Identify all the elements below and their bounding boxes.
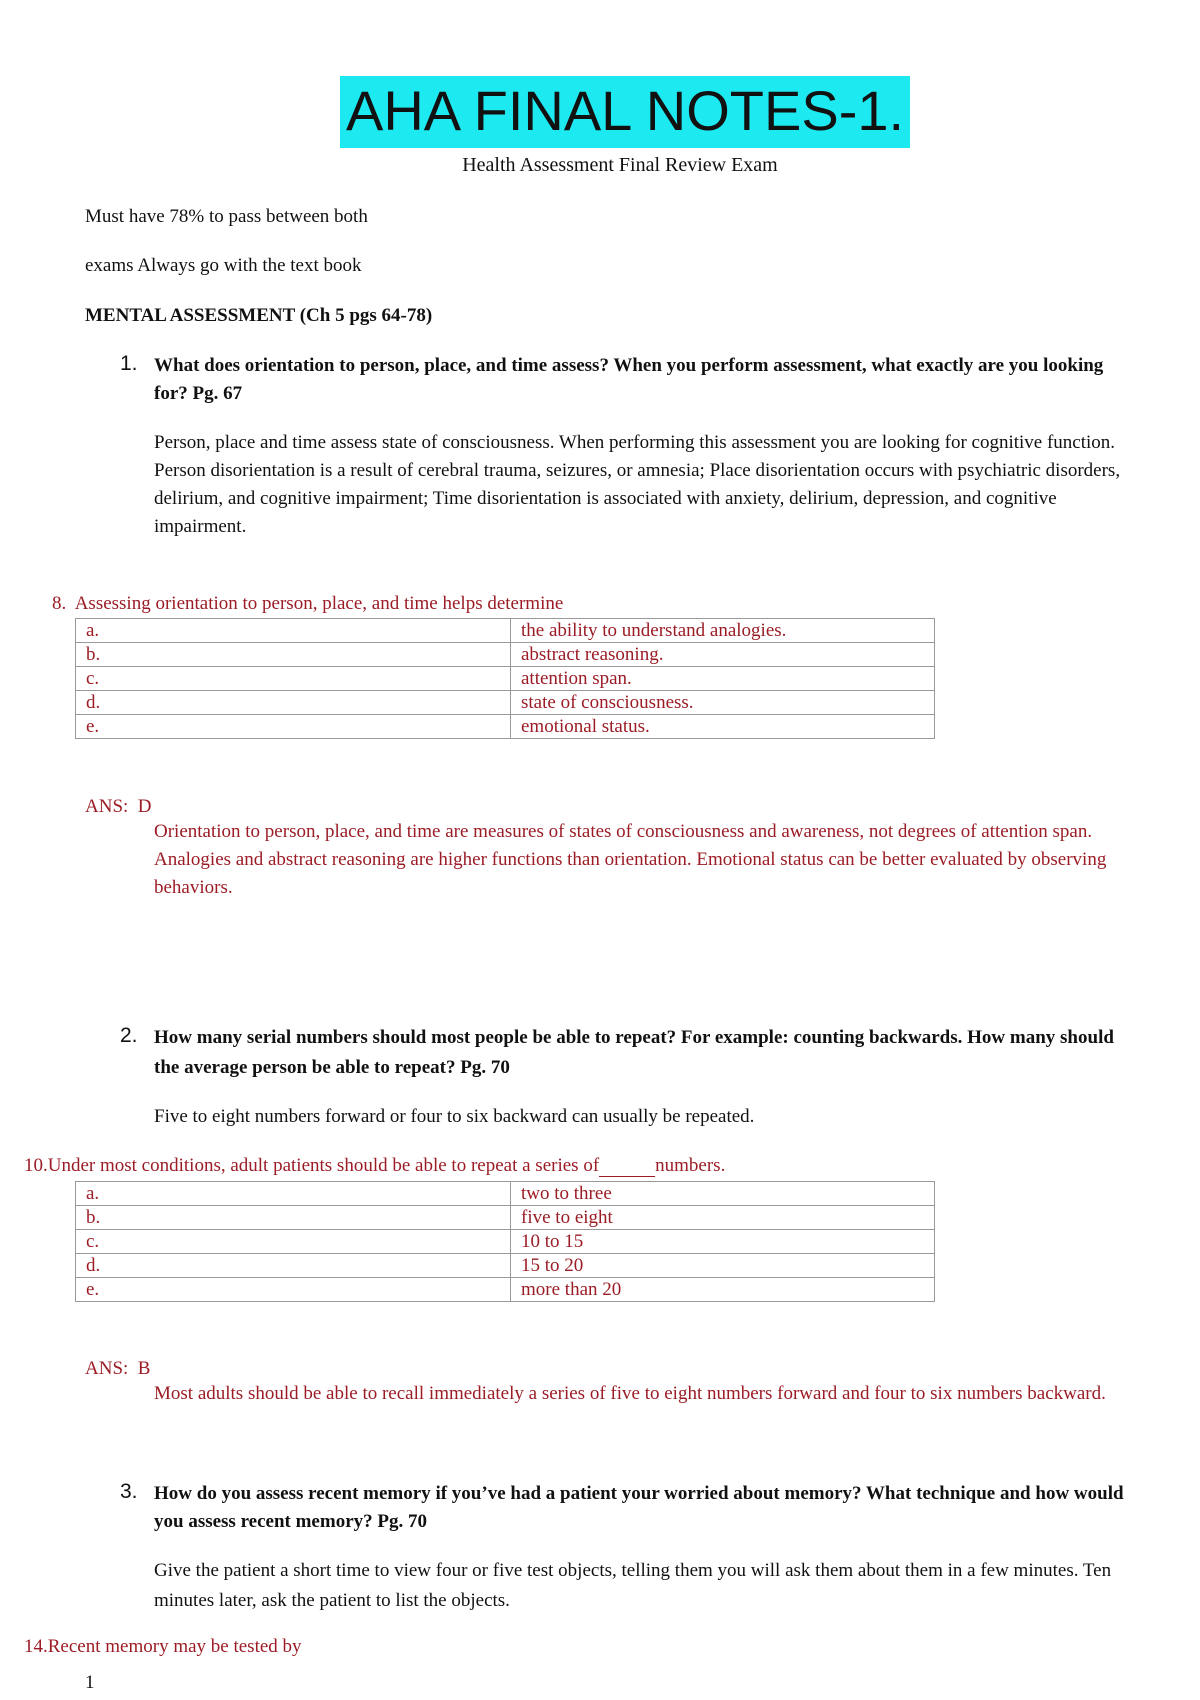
option-letter: a. <box>76 619 511 643</box>
table-row <box>76 1206 935 1230</box>
table-row <box>76 1254 935 1278</box>
q2-number: 2. <box>120 1024 138 1047</box>
q2-answer: Five to eight numbers forward or four to six backward can usually be repeated. <box>154 1106 755 1127</box>
mc10-options-table <box>75 1181 935 1302</box>
option-text: 10 to 15 <box>511 1230 935 1254</box>
q3-number: 3. <box>120 1480 138 1503</box>
q2-text-line-2: the average person be able to repeat? Pg. 70 <box>154 1057 510 1078</box>
table-row <box>76 715 935 739</box>
q1-answer-line-3: delirium, and cognitive impairment; Time disorientation is associated with anxiety, delirium, depression, and cognitive <box>154 488 1057 509</box>
mc8-rationale-line-2: Analogies and abstract reasoning are higher functions than orientation. Emotional status can be better evaluated by observing <box>154 849 1107 870</box>
table-row <box>76 643 935 667</box>
q1-number: 1. <box>120 352 138 375</box>
option-letter: c. <box>76 1230 511 1254</box>
option-letter: b. <box>76 643 511 667</box>
option-text: five to eight <box>511 1206 935 1230</box>
option-letter: c. <box>76 667 511 691</box>
document-title: AHA FINAL NOTES-1. <box>340 76 910 148</box>
table-row <box>76 1182 935 1206</box>
option-text: abstract reasoning. <box>511 643 935 667</box>
option-letter: a. <box>76 1182 511 1206</box>
page-number: 1 <box>85 1672 95 1693</box>
q2-text-line-1: How many serial numbers should most people be able to repeat? For example: counting backwards. How many should <box>154 1027 1114 1048</box>
mc14-stem: 14.Recent memory may be tested by <box>24 1636 302 1657</box>
section-heading: MENTAL ASSESSMENT (Ch 5 pgs 64-78) <box>85 305 433 326</box>
option-text: emotional status. <box>511 715 935 739</box>
q3-text-line-2: you assess recent memory? Pg. 70 <box>154 1511 427 1532</box>
q3-text-line-1: How do you assess recent memory if you’ve had a patient your worried about memory? What technique and how would <box>154 1483 1124 1504</box>
mc10-answer-label: ANS: B <box>85 1358 151 1379</box>
q1-text-line-1: What does orientation to person, place, and time assess? When you perform assessment, what exactly are you looking <box>154 355 1104 376</box>
mc10-stem <box>24 1155 725 1177</box>
mc8-answer-label: ANS: D <box>85 796 152 817</box>
q1-answer-line-4: impairment. <box>154 516 247 537</box>
q1-answer-line-1: Person, place and time assess state of consciousness. When performing this assessment you are looking for cognitive function. <box>154 432 1116 453</box>
option-letter: e. <box>76 1278 511 1302</box>
q3-answer-line-1: Give the patient a short time to view four or five test objects, telling them you will ask them about them in a few minutes. Ten <box>154 1560 1112 1581</box>
option-letter: b. <box>76 1206 511 1230</box>
mc8-rationale <box>154 818 1106 902</box>
mc8-rationale-line-1: Orientation to person, place, and time are measures of states of consciousness and awareness, not degrees of attention span. <box>154 821 1093 842</box>
q1-answer-line-2: Person disorientation is a result of cerebral trauma, seizures, or amnesia; Place disorientation occurs with psychiatric disorders, <box>154 460 1121 481</box>
table-row <box>76 1278 935 1302</box>
table-row <box>76 667 935 691</box>
mc10-stem-after: numbers. <box>655 1155 726 1176</box>
fill-in-blank <box>599 1158 655 1177</box>
intro-line-1: Must have 78% to pass between both <box>85 206 368 227</box>
q1-answer <box>154 429 1120 541</box>
option-text: state of consciousness. <box>511 691 935 715</box>
mc10-rationale: Most adults should be able to recall immediately a series of five to eight numbers forward and four to six numbers backward. <box>154 1383 1106 1404</box>
table-row <box>76 1230 935 1254</box>
mc8-rationale-line-3: behaviors. <box>154 877 233 898</box>
option-letter: d. <box>76 1254 511 1278</box>
option-text: two to three <box>511 1182 935 1206</box>
option-letter: d. <box>76 691 511 715</box>
option-text: attention span. <box>511 667 935 691</box>
intro-line-2: exams Always go with the text book <box>85 255 362 276</box>
q3-answer-line-2: minutes later, ask the patient to list the objects. <box>154 1590 510 1611</box>
mc8-stem: 8. Assessing orientation to person, place, and time helps determine <box>52 593 564 614</box>
option-letter: e. <box>76 715 511 739</box>
option-text: 15 to 20 <box>511 1254 935 1278</box>
table-row <box>76 619 935 643</box>
mc10-stem-before: 10.Under most conditions, adult patients should be able to repeat a series of <box>24 1155 600 1176</box>
document-subtitle: Health Assessment Final Review Exam <box>462 154 778 176</box>
q1-text-line-2: for? Pg. 67 <box>154 383 243 404</box>
table-row <box>76 691 935 715</box>
mc8-options-table <box>75 618 935 739</box>
option-text: the ability to understand analogies. <box>511 619 935 643</box>
option-text: more than 20 <box>511 1278 935 1302</box>
